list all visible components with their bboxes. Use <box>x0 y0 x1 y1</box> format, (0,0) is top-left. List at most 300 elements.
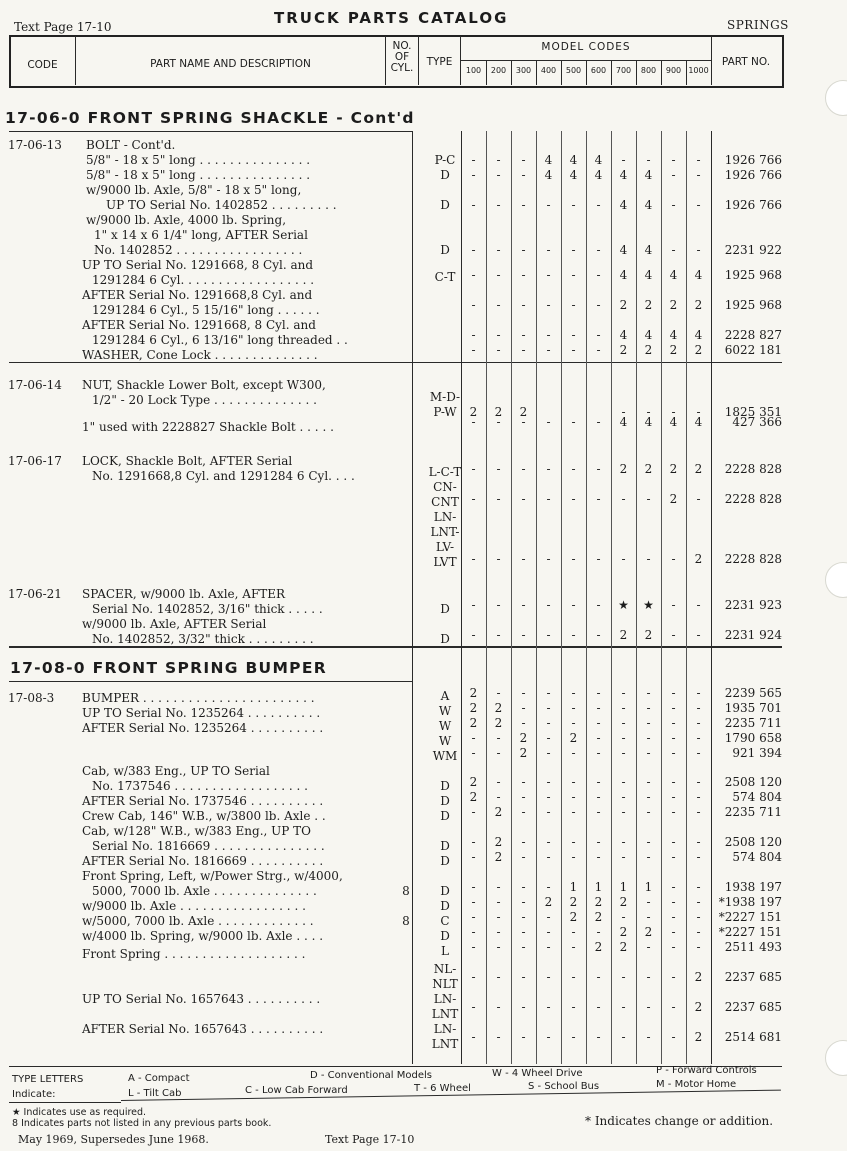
model-quantity: - <box>596 198 601 212</box>
model-quantity: - <box>471 970 476 984</box>
part-description: w/9000 lb. Axle, 5/8" - 18 x 5" long, <box>86 183 302 197</box>
part-description: No. 1402852, 3/32" thick . . . . . . . . . <box>92 632 314 646</box>
type-code: C <box>440 914 450 928</box>
model-quantity: - <box>571 790 576 804</box>
model-quantity: - <box>621 970 626 984</box>
part-description: w/9000 lb. Axle, AFTER Serial <box>82 617 267 631</box>
model-quantity: - <box>521 298 526 312</box>
part-description: LOCK, Shackle Bolt, AFTER Serial <box>82 454 293 468</box>
model-quantity: - <box>596 746 601 760</box>
model-quantity: - <box>521 1030 526 1044</box>
model-quantity: - <box>471 492 476 506</box>
model-quantity: 2 <box>694 1030 703 1044</box>
model-code-200: 200 <box>490 66 507 75</box>
model-quantity: 4 <box>694 268 703 282</box>
part-description: No. 1737546 . . . . . . . . . . . . . . . . . . <box>92 779 308 793</box>
type-legend-item: D - Conventional Models <box>310 1070 432 1081</box>
model-quantity: 2 <box>694 298 703 312</box>
type-code: D <box>440 809 450 823</box>
model-quantity: - <box>621 746 626 760</box>
model-quantity: - <box>621 850 626 864</box>
model-quantity: - <box>571 775 576 789</box>
model-quantity: - <box>471 731 476 745</box>
part-number: 1925 968 <box>724 298 782 312</box>
model-quantity: - <box>571 970 576 984</box>
model-quantity: - <box>471 598 476 612</box>
model-quantity: - <box>646 552 651 566</box>
model-quantity: - <box>471 1000 476 1014</box>
model-quantity: 2 <box>594 940 603 954</box>
model-quantity: - <box>521 415 526 429</box>
model-quantity: - <box>521 940 526 954</box>
model-quantity: - <box>496 343 501 357</box>
type-legend-item: P - Forward Controls <box>656 1065 757 1076</box>
model-quantity: - <box>471 415 476 429</box>
part-number: 1926 766 <box>724 198 782 212</box>
model-quantity: 2 <box>494 405 503 419</box>
part-description: AFTER Serial No. 1816669 . . . . . . . . . . <box>82 854 324 868</box>
model-quantity: - <box>646 790 651 804</box>
model-quantity: - <box>646 716 651 730</box>
model-quantity: - <box>671 850 676 864</box>
model-quantity: - <box>521 701 526 715</box>
model-quantity: - <box>571 835 576 849</box>
model-quantity: 2 <box>644 462 653 476</box>
model-quantity: - <box>521 880 526 894</box>
model-quantity: - <box>696 895 701 909</box>
part-description: 5000, 7000 lb. Axle . . . . . . . . . . . . . . <box>92 884 317 898</box>
part-number: 2231 924 <box>724 628 782 642</box>
part-description: Crew Cab, 146" W.B., w/3800 lb. Axle . . <box>82 809 326 823</box>
model-code-300: 300 <box>515 66 532 75</box>
model-quantity: - <box>471 243 476 257</box>
type-code: C-T <box>434 270 456 284</box>
part-number: 2237 685 <box>724 970 782 984</box>
model-quantity: - <box>496 1000 501 1014</box>
type-code: M-D- <box>429 390 461 404</box>
model-quantity: - <box>596 850 601 864</box>
model-quantity: - <box>546 805 551 819</box>
part-number: 2508 120 <box>724 775 782 789</box>
model-quantity: - <box>571 343 576 357</box>
model-quantity: - <box>496 1030 501 1044</box>
model-quantity: - <box>546 243 551 257</box>
model-quantity: - <box>496 790 501 804</box>
model-quantity: - <box>571 925 576 939</box>
model-quantity: - <box>471 153 476 167</box>
model-quantity: 2 <box>619 628 628 642</box>
model-quantity: 1 <box>594 880 603 894</box>
model-quantity: 2 <box>619 298 628 312</box>
model-code-100: 100 <box>465 66 482 75</box>
model-quantity: - <box>496 552 501 566</box>
model-quantity: - <box>571 746 576 760</box>
model-quantity: - <box>546 462 551 476</box>
model-quantity: - <box>521 850 526 864</box>
model-quantity: - <box>496 895 501 909</box>
model-quantity: - <box>646 746 651 760</box>
model-quantity: - <box>646 895 651 909</box>
model-quantity: 1 <box>644 880 653 894</box>
model-quantity: - <box>496 970 501 984</box>
type-code: D <box>440 779 450 793</box>
model-quantity: 4 <box>644 198 653 212</box>
model-quantity: 2 <box>519 405 528 419</box>
model-quantity: - <box>496 198 501 212</box>
type-code: LN- <box>433 992 457 1006</box>
part-description: 1" x 14 x 6 1/4" long, AFTER Serial <box>94 228 308 242</box>
model-quantity: 4 <box>669 328 678 342</box>
model-quantity: - <box>496 628 501 642</box>
type-code: A <box>440 689 450 703</box>
model-quantity: - <box>621 790 626 804</box>
model-quantity: - <box>646 835 651 849</box>
type-code: LV- <box>435 540 455 554</box>
model-quantity: - <box>546 628 551 642</box>
model-quantity: 2 <box>619 925 628 939</box>
model-quantity: - <box>696 168 701 182</box>
model-quantity: 4 <box>569 153 578 167</box>
model-quantity: - <box>596 731 601 745</box>
model-quantity: - <box>621 805 626 819</box>
model-quantity: - <box>546 716 551 730</box>
part-number: 2511 493 <box>724 940 782 954</box>
type-code: CNT <box>431 495 459 509</box>
model-quantity: - <box>596 701 601 715</box>
part-number: 2228 827 <box>724 328 782 342</box>
model-quantity: - <box>546 925 551 939</box>
model-quantity: ★ <box>618 598 629 612</box>
part-number: 2231 923 <box>724 598 782 612</box>
part-code: 17-06-17 <box>8 454 62 468</box>
part-description: BOLT - Cont'd. <box>86 138 176 152</box>
model-quantity: - <box>646 775 651 789</box>
part-number: 1938 197 <box>724 880 782 894</box>
model-quantity: - <box>546 552 551 566</box>
model-quantity: 2 <box>644 628 653 642</box>
model-quantity: - <box>596 598 601 612</box>
model-quantity: - <box>521 790 526 804</box>
model-quantity: - <box>671 970 676 984</box>
model-quantity: 2 <box>669 298 678 312</box>
model-quantity: - <box>696 805 701 819</box>
model-quantity: 2 <box>519 746 528 760</box>
part-description: UP TO Serial No. 1235264 . . . . . . . . . . <box>82 706 321 720</box>
model-quantity: - <box>671 940 676 954</box>
part-number: 574 804 <box>732 850 782 864</box>
model-quantity: - <box>646 970 651 984</box>
part-number: 2235 711 <box>724 716 782 730</box>
model-quantity: - <box>646 686 651 700</box>
part-description: Cab, w/128" W.B., w/383 Eng., UP TO <box>82 824 312 838</box>
model-quantity: - <box>671 716 676 730</box>
model-quantity: - <box>571 328 576 342</box>
model-quantity: - <box>471 343 476 357</box>
model-quantity: - <box>646 850 651 864</box>
model-quantity: 2 <box>594 910 603 924</box>
part-description: WASHER, Cone Lock . . . . . . . . . . . . . . <box>82 348 318 362</box>
model-quantity: - <box>521 198 526 212</box>
model-quantity: - <box>471 746 476 760</box>
type-code: D <box>440 794 450 808</box>
model-quantity: - <box>471 880 476 894</box>
part-number: 2239 565 <box>724 686 782 700</box>
type-letters-label: TYPE LETTERS <box>12 1074 84 1085</box>
model-quantity: 2 <box>494 805 503 819</box>
model-quantity: 4 <box>644 268 653 282</box>
model-quantity: - <box>621 1030 626 1044</box>
model-quantity: - <box>596 243 601 257</box>
model-quantity: - <box>571 701 576 715</box>
model-quantity: - <box>571 628 576 642</box>
model-quantity: - <box>596 1030 601 1044</box>
model-quantity: - <box>671 1000 676 1014</box>
model-quantity: - <box>546 415 551 429</box>
part-description: Front Spring . . . . . . . . . . . . . . . . . . . <box>82 947 306 961</box>
model-quantity: - <box>546 198 551 212</box>
part-name-column-header: PART NAME AND DESCRIPTION <box>150 58 311 70</box>
model-quantity: - <box>496 153 501 167</box>
model-quantity: - <box>546 492 551 506</box>
model-code-1000: 1000 <box>688 66 709 75</box>
model-quantity: 4 <box>669 268 678 282</box>
part-description: 1" used with 2228827 Shackle Bolt . . . . . <box>82 420 334 434</box>
part-number: 2228 828 <box>724 552 782 566</box>
model-quantity: - <box>546 731 551 745</box>
model-quantity: - <box>646 153 651 167</box>
model-quantity: - <box>521 343 526 357</box>
model-quantity: - <box>496 746 501 760</box>
model-code-500: 500 <box>565 66 582 75</box>
part-description: w/5000, 7000 lb. Axle . . . . . . . . . . . . . <box>82 914 314 928</box>
type-code: D <box>440 884 450 898</box>
model-quantity: - <box>671 243 676 257</box>
type-code: D <box>440 198 450 212</box>
model-quantity: - <box>696 492 701 506</box>
model-quantity: - <box>596 415 601 429</box>
type-code: P-C <box>434 153 456 167</box>
model-quantity: 2 <box>469 686 478 700</box>
model-quantity: - <box>596 970 601 984</box>
model-quantity: - <box>671 701 676 715</box>
part-description: Serial No. 1816669 . . . . . . . . . . . . . . . <box>92 839 325 853</box>
model-quantity: - <box>521 492 526 506</box>
model-quantity: - <box>671 598 676 612</box>
binder-hole-bottom <box>825 1040 847 1076</box>
part-number: 1790 658 <box>724 731 782 745</box>
model-quantity: - <box>571 492 576 506</box>
part-description: UP TO Serial No. 1657643 . . . . . . . . . . <box>82 992 321 1006</box>
section-title-front-spring-bumper: 17-08-0 FRONT SPRING BUMPER <box>10 659 327 677</box>
part-description: 5/8" - 18 x 5" long . . . . . . . . . . . . . . . <box>86 168 311 182</box>
model-quantity: - <box>696 243 701 257</box>
part-description: AFTER Serial No. 1657643 . . . . . . . . . . <box>82 1022 324 1036</box>
model-quantity: 4 <box>569 168 578 182</box>
type-code: LNT- <box>430 525 460 539</box>
model-quantity: - <box>571 1030 576 1044</box>
model-quantity: - <box>671 910 676 924</box>
model-quantity: - <box>471 940 476 954</box>
model-quantity: 2 <box>494 835 503 849</box>
part-description: 1291284 6 Cyl., 5 15/16" long . . . . . . <box>92 303 320 317</box>
model-quantity: - <box>696 910 701 924</box>
model-quantity: 4 <box>594 168 603 182</box>
model-quantity: - <box>596 805 601 819</box>
part-code: 17-06-14 <box>8 378 62 392</box>
model-quantity: 2 <box>694 552 703 566</box>
model-quantity: 2 <box>694 1000 703 1014</box>
model-quantity: - <box>571 268 576 282</box>
part-description: Cab, w/383 Eng., UP TO Serial <box>82 764 270 778</box>
model-quantity: - <box>546 268 551 282</box>
model-quantity: - <box>546 1030 551 1044</box>
model-quantity: - <box>471 895 476 909</box>
part-description: UP TO Serial No. 1291668, 8 Cyl. and <box>82 258 314 272</box>
model-quantity: 4 <box>619 268 628 282</box>
model-quantity: - <box>621 686 626 700</box>
part-description: NUT, Shackle Lower Bolt, except W300, <box>82 378 326 392</box>
model-quantity: 2 <box>619 940 628 954</box>
part-description: Front Spring, Left, w/Power Strg., w/4000, <box>82 869 343 883</box>
type-code: W <box>438 734 452 748</box>
type-code: WM <box>432 749 458 763</box>
model-quantity: - <box>696 153 701 167</box>
type-code: LN- <box>433 1022 457 1036</box>
model-quantity: - <box>596 298 601 312</box>
model-quantity: - <box>496 298 501 312</box>
model-quantity: - <box>621 492 626 506</box>
model-quantity: - <box>546 328 551 342</box>
model-quantity: - <box>496 168 501 182</box>
model-quantity: 2 <box>619 343 628 357</box>
part-description: No. 1402852 . . . . . . . . . . . . . . . . . <box>94 243 303 257</box>
model-quantity: - <box>521 775 526 789</box>
part-number: 1935 701 <box>724 701 782 715</box>
part-description: w/9000 lb. Axle . . . . . . . . . . . . . . . . . <box>82 899 306 913</box>
model-quantity: - <box>696 598 701 612</box>
model-quantity: - <box>571 298 576 312</box>
footnote-box: 8 Indicates parts not listed in any previous parts book. <box>12 1118 272 1129</box>
model-quantity: - <box>521 598 526 612</box>
model-quantity: 2 <box>644 925 653 939</box>
model-quantity: - <box>646 910 651 924</box>
model-quantity: 2 <box>569 910 578 924</box>
catalog-title: TRUCK PARTS CATALOG <box>274 9 509 27</box>
model-quantity: - <box>621 775 626 789</box>
model-quantity: 4 <box>644 168 653 182</box>
model-quantity: - <box>521 552 526 566</box>
type-code: D <box>440 602 450 616</box>
model-quantity: - <box>646 1030 651 1044</box>
model-quantity: - <box>671 835 676 849</box>
model-quantity: 2 <box>619 462 628 476</box>
model-quantity: - <box>571 940 576 954</box>
model-quantity: - <box>696 790 701 804</box>
type-code: D <box>440 854 450 868</box>
model-quantity: - <box>471 910 476 924</box>
model-quantity: 4 <box>619 328 628 342</box>
model-quantity: - <box>546 775 551 789</box>
model-quantity: 2 <box>694 343 703 357</box>
model-quantity: - <box>521 168 526 182</box>
model-quantity: - <box>621 835 626 849</box>
part-number: 2508 120 <box>724 835 782 849</box>
model-quantity: - <box>521 268 526 282</box>
model-quantity: - <box>546 880 551 894</box>
model-quantity: - <box>471 925 476 939</box>
binder-hole-top <box>825 80 847 116</box>
model-quantity: 2 <box>469 790 478 804</box>
model-quantity: - <box>621 153 626 167</box>
model-quantity: 2 <box>644 343 653 357</box>
model-quantity: - <box>546 1000 551 1014</box>
model-quantity: 2 <box>494 850 503 864</box>
model-quantity: - <box>496 415 501 429</box>
part-number: 1825 351 <box>724 405 782 419</box>
type-code: LNT <box>431 1037 459 1051</box>
type-code: D <box>440 839 450 853</box>
model-quantity: - <box>521 328 526 342</box>
model-quantity: - <box>546 850 551 864</box>
model-quantity: - <box>621 405 626 419</box>
part-number: 6022 181 <box>724 343 782 357</box>
model-quantity: - <box>671 153 676 167</box>
model-quantity: - <box>571 805 576 819</box>
model-quantity: - <box>696 850 701 864</box>
model-quantity: ★ <box>643 598 654 612</box>
model-quantity: 2 <box>669 343 678 357</box>
model-quantity: - <box>696 731 701 745</box>
model-quantity: - <box>496 775 501 789</box>
part-code: 17-08-3 <box>8 691 55 705</box>
model-quantity: - <box>571 552 576 566</box>
model-quantity: - <box>596 462 601 476</box>
model-quantity: - <box>671 168 676 182</box>
part-description: AFTER Serial No. 1291668,8 Cyl. and <box>82 288 313 302</box>
type-code: CN- <box>433 480 457 494</box>
model-quantity: - <box>571 686 576 700</box>
type-legend-item: T - 6 Wheel <box>414 1083 471 1094</box>
model-quantity: - <box>696 775 701 789</box>
model-quantity: - <box>696 835 701 849</box>
model-quantity: - <box>596 790 601 804</box>
model-quantity: - <box>521 970 526 984</box>
model-code-800: 800 <box>640 66 657 75</box>
part-number: 2237 685 <box>724 1000 782 1014</box>
model-quantity: - <box>596 628 601 642</box>
model-quantity: - <box>596 552 601 566</box>
model-quantity: - <box>646 701 651 715</box>
model-quantity: 2 <box>494 701 503 715</box>
model-quantity: - <box>571 415 576 429</box>
model-quantity: - <box>671 686 676 700</box>
model-quantity: - <box>671 746 676 760</box>
model-quantity: 4 <box>619 168 628 182</box>
model-quantity: - <box>621 731 626 745</box>
type-legend-item: L - Tilt Cab <box>128 1088 182 1099</box>
model-quantity: - <box>671 731 676 745</box>
model-quantity: - <box>546 746 551 760</box>
model-quantity: - <box>596 686 601 700</box>
model-quantity: - <box>596 1000 601 1014</box>
model-quantity: - <box>496 243 501 257</box>
part-code: 17-06-21 <box>8 587 62 601</box>
model-quantity: 2 <box>469 405 478 419</box>
model-quantity: 2 <box>469 716 478 730</box>
footnote-change: * Indicates change or addition. <box>585 1114 774 1128</box>
model-quantity: - <box>496 686 501 700</box>
part-description: No. 1291668,8 Cyl. and 1291284 6 Cyl. . . . <box>92 469 355 483</box>
